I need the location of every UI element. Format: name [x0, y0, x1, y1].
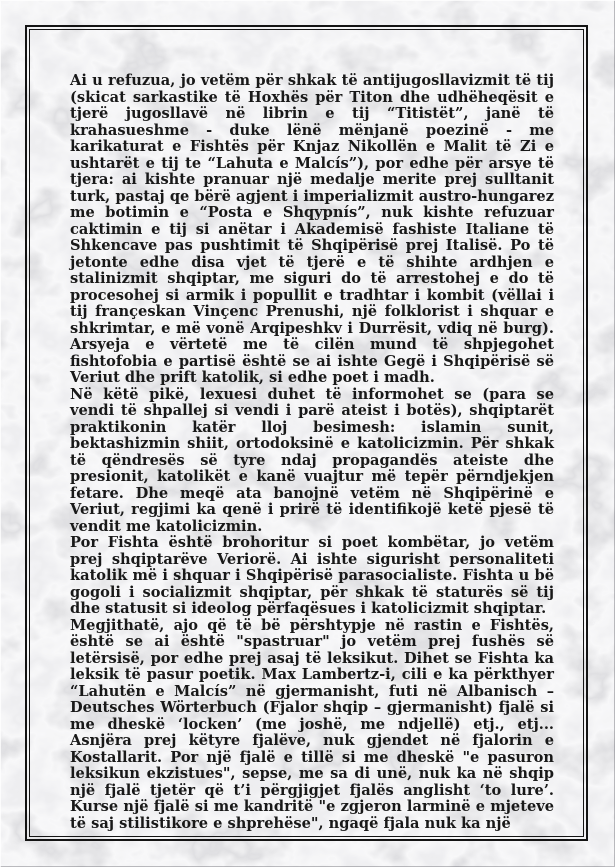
page-border-inner-line [29, 29, 584, 837]
page-border-frame [25, 25, 588, 841]
article-text [70, 73, 554, 832]
paragraph-3: Por Fishta është brohoritur si poet kombëtar, jo vetëm prej shqiptarëve Veriorë. Ai ishte sigurisht personaliteti katolik më i shquar i Shqipërisë parasocialiste. Fishta u bë gogoli i socializmit shqiptar, për shkak të staturës së tij dhe statusit si ideolog përfaqësues i katolicizmit shqiptar. [70, 534, 554, 617]
paragraph-4: Megjithatë, ajo që të bë përshtypje në rastin e Fishtës, është se ai është "spastruar" jo vetëm prej fushës së letërsisë, por edhe prej asaj të leksikut. Dihet se Fishta ka leksik të pasur poetik. Max Lambertz-i, cili e ka përkthyer “Lahutën e Malcís” në gjermanisht, futi në Albanisch – Deutsches Wörterbuch (Fjalor shqip – gjermanisht) fjalë si me dheskë ‘locken’ (me joshë, me ndjellë) etj., etj... Asnjëra prej këtyre fjalëve, nuk gjendet në fjalorin e Kostallarit. Por një fjalë e tillë si me dheskë "e pasuron leksikun ekzistues", sepse, me sa di unë, nuk ka në shqip një fjalë tjetër që t’i përgjigjet fjalës anglisht ‘to lure’. Kurse një fjalë si me kandritë "e zgjeron larminë e mjeteve të saj stilistikore e shprehëse", ngaqë fjala nuk ka një [70, 616, 554, 832]
paragraph-2: Në këtë pikë, lexuesi duhet të informohet se (para se vendi të shpallej si vendi i parë ateist i botës), shqiptarët praktikonin katër lloj besimesh: islamin sunit, bektashizmin shiit, ortodoksinë e katolicizmin. Për shkak të qëndresës së tyre ndaj propagandës ateiste dhe presionit, katolikët e kanë vuajtur më tepër përndjekjen fetare. Dhe meqë ata banojnë vetëm në Shqipërinë e Veriut, regjimi ka qenë i prirë të identifikojë ketë pjesë të vendit me katolicizmin. [70, 385, 554, 535]
paragraph-1: Ai u refuzua, jo vetëm për shkak të antijugosllavizmit të tij (skicat sarkastike të Hoxhës për Titon dhe udhëheqësit e tjerë jugosllavë në librin e tij “Titistët”, janë të krahasueshme - duke lënë mënjanë poezinë - me karikaturat e Fishtës për Knjaz Nikollën e Malit të Zi e ushtarët e tij te “Lahuta e Malcís”), por edhe për arsye të tjera: ai kishte pranuar një medalje merite prej sulltanit turk, pastaj qe bërë agjent i imperializmit austro-hungarez me botimin e “Posta e Shqypnís”, nuk kishte refuzuar caktimin e tij si anëtar i Akademisë fashiste Italiane të Shkencave pas pushtimit të Shqipërisë prej Italisë. Po të jetonte edhe disa vjet të tjerë e të shihte ardhjen e stalinizmit shqiptar, me siguri do të arrestohej e do të procesohej si armik i popullit e tradhtar i kombit (vëllai i tij françeskan Vinçenc Prenushi, një folklorist i shquar e shkrimtar, e më vonë Arqipeshkv i Durrësit, vdiq në burg). Arsyeja e vërtetë me të cilën mund të shpjegohet fishtofobia e partisë është se ai ishte Gegë i Shqipërisë së Veriut dhe prift katolik, si edhe poet i madh. [70, 72, 554, 386]
